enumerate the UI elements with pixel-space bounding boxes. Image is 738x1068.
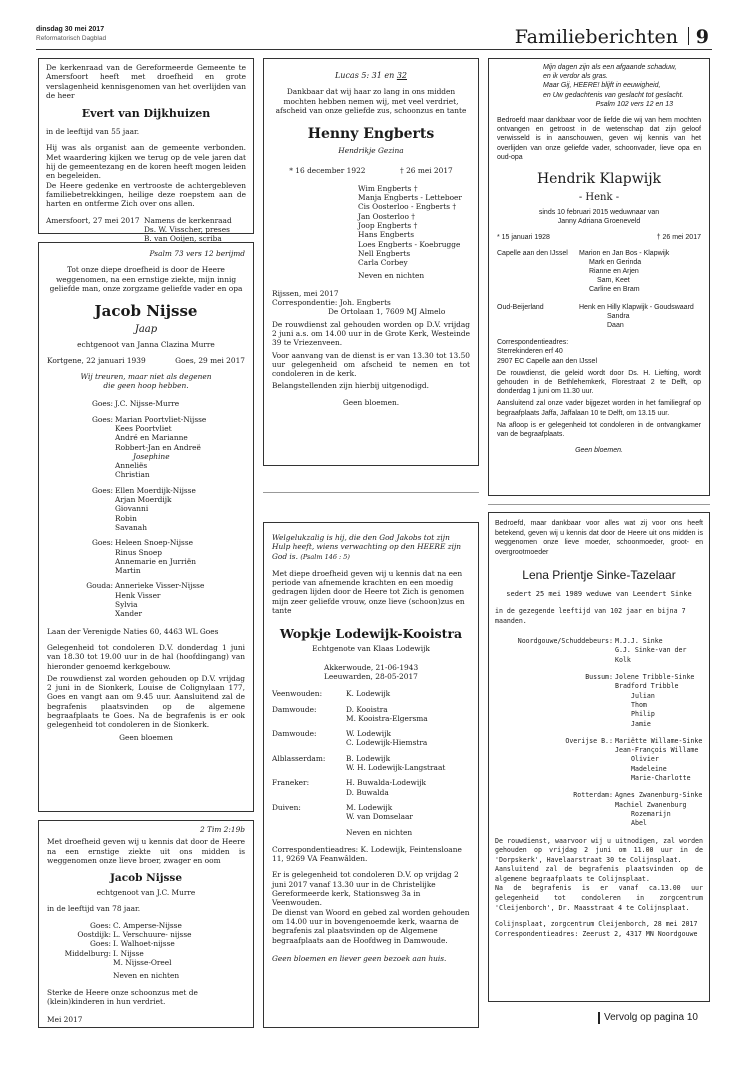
notice-intro: Met droefheid geven wij u kennis dat door de Heere na een ernstige ziekte uit ons midden is weggenomen onze lieve broer, zwager en oom (47, 837, 245, 865)
paragraph: Hij was als organist aan de gemeente verbonden. Met waardering kijken we terug op de vele jaren dat hij de gemeentezang en de koren heeft mogen leiden en begeleiden. (46, 143, 246, 181)
family-member: Kees Poortvliet (115, 423, 172, 433)
page-header (36, 26, 712, 50)
verse-reference (272, 71, 470, 80)
deceased-name: Hendrik Klapwijk (536, 171, 662, 188)
paragraph: De rouwdienst zal gehouden worden op D.V. vrijdag 2 juni a.s. om 14.00 uur in de Grote Kerk, Westeinde 39 te Vriezenveen. (272, 319, 470, 348)
family-member: Neven en nichten (346, 827, 413, 837)
notice-intro: Met diepe droefheid geven wij u kennis dat na een periode van afnemende krachten en een moedig gedragen lijden door de Heere tot Zich is genomen mijn zeer geliefde vrouw, onze lieve (schoon)zus en tante (272, 568, 465, 616)
verse-text-underlined: 32 (396, 71, 408, 80)
closing-text: Sterke de Heere onze schoonzus met de (klein)kinderen in hun verdriet. (47, 987, 198, 1006)
verse-reference: 2 Tim 2:19b (199, 825, 245, 834)
family-group (61, 581, 245, 618)
family-place: Franeker: (272, 778, 310, 788)
signature-line: B. van Ooijen, scriba (144, 234, 222, 244)
family-list (272, 184, 470, 281)
family-member: André en Marianne (115, 433, 188, 443)
family-place: Rotterdam: (573, 791, 613, 800)
correspondence: Correspondentieadres: Zeerust 2, 4317 MN Noordgouwe (495, 929, 698, 938)
family-member: Mariëtte Willame-Sinke (615, 736, 703, 745)
deceased-name: Henny Engberts (307, 126, 435, 143)
given-names: Hendrikje Gezina (338, 146, 404, 156)
notice-jacob-nijsse-family (38, 820, 254, 1028)
extended-family: Neven en nichten (113, 971, 180, 981)
family-member: G.J. Sinke-van der Kolk (615, 646, 687, 664)
family-member: Rinus Snoep (115, 547, 162, 557)
family-member: K. Lodewijk (346, 689, 391, 699)
paragraph: De rouwdienst, waarvoor wij u uitnodigen, zal worden gehouden op vrijdag 2 juni om 11.00 uur in de 'Dorpskerk', Havelaarstraat 30 te Colijnsplaat. (495, 836, 703, 864)
nickname: - Henk - (578, 192, 620, 204)
family-member: Carline en Bram (589, 286, 640, 294)
family-member: Manja Engberts - Letteboer (358, 193, 462, 203)
correspondence: Correspondentieadres: K. Lodewijk, Feintensloane 11, 9269 VA Feanwâlden. (272, 844, 462, 864)
widower-line: sinds 10 februari 2015 weduwnaar van (538, 209, 660, 217)
birth-line: * 16 december 1922 (289, 166, 366, 176)
flowers-note: Geen bloemen. (575, 447, 623, 455)
family-member: M. Kooistra-Elgersma (346, 713, 428, 723)
flowers-note: Geen bloemen (119, 732, 173, 742)
family-place: Oud-Beijerland (497, 303, 544, 311)
family-group (61, 399, 245, 408)
family-member: Julian (631, 691, 655, 700)
notice-intro: Dankbaar dat wij haar zo lang in ons midden mochten hebben nemen wij, met veel verdriet, afscheid van onze geliefde zus, schoonzus en tante (275, 87, 467, 115)
family-member: Sandra (607, 312, 630, 320)
family-group (497, 249, 701, 295)
notice-intro: De kerkenraad van de Gereformeerde Gemeente te Amersfoort heeft met droefheid en grote verslagenheid kennisgenomen van het overlijden van de heer (46, 63, 246, 100)
psalm-verse (497, 63, 701, 100)
family-member: Mark en Gerinda (589, 258, 642, 266)
family-member: Daan (607, 322, 624, 330)
spouse-line: Echtgenote van Klaas Lodewijk (312, 644, 430, 654)
verse-line: en Uw gedachtenis van geslacht tot geslacht. (543, 91, 684, 99)
family-member: H. Buwalda-Lodewijk (346, 778, 426, 788)
correspondence-address: Sterrekinderen erf 40 (497, 348, 563, 356)
family-member: B. Lodewijk (346, 753, 391, 763)
family-member: Henk en Hilly Klapwijk - Goudswaard (579, 303, 694, 311)
verse-reference: Psalm 102 vers 12 en 13 (595, 100, 673, 108)
death-line: † 26 mei 2017 (656, 234, 701, 242)
header-divider (688, 27, 689, 45)
family-member: Olivier (631, 755, 659, 764)
family-group (272, 689, 470, 837)
family-member: Annemarie en Jurriën (115, 556, 197, 566)
family-member: C. Lodewijk-Hiemstra (346, 738, 428, 748)
paragraph: Belangstellenden zijn hierbij uitgenodigd. (272, 381, 430, 391)
notice-intro: Tot onze diepe droefheid is door de Heere weggenomen, na een ernstige ziekte, mijn innig geliefde man, onze zorgzame geliefde vader en opa (49, 265, 243, 293)
deceased-name: Jacob Nijsse (94, 302, 198, 321)
paragraph: Na afloop is er gelegenheid tot condoleren in de ontvangkamer van de begraafplaats. (497, 421, 701, 439)
family-member: Jolene Tribble-Sinke (615, 673, 695, 682)
age-line: in de leeftijd van 55 jaar. (46, 127, 140, 137)
family-member: Xander (115, 609, 143, 619)
home-address: Laan der Verenigde Naties 60, 4463 WL Goes (47, 626, 219, 636)
notice-intro: Bedroefd, maar dankbaar voor alles wat zij voor ons heeft betekend, geven wij u kennis dat door de Heere uit ons midden is weggenomen onze lieve moeder, schoonmoeder, groot- en overgrootmoeder (495, 520, 703, 556)
nickname: Jaap (134, 324, 158, 336)
family-member: J.C. Nijsse-Murre (115, 399, 180, 409)
family-member: W. Lodewijk (346, 729, 391, 739)
family-place: Goes: (89, 920, 111, 930)
family-member: Machiel Zwanenburg (615, 800, 687, 809)
family-member: Bradford Tribble (615, 682, 679, 691)
correspondence: Correspondentieadres: (497, 339, 569, 347)
place-date: Colijnsplaat, zorgcentrum Cleijenborch, 28 mei 2017 (495, 920, 698, 929)
birth-line: Kortgene, 22 januari 1939 (47, 356, 146, 366)
family-member: Jan Oosterloo † (358, 211, 415, 221)
family-member: Jamie (631, 719, 651, 728)
family-member: Madeleine (631, 764, 667, 773)
family-member: Giovanni (115, 504, 149, 514)
family-member: Henk Visser (115, 590, 161, 600)
family-member: D. Kooistra (346, 704, 388, 714)
family-member: Robin (115, 513, 137, 523)
notice-lena-prientje-sinke-tazelaar (488, 512, 710, 1002)
family-place: Damwoude: (272, 704, 317, 714)
place-date: Amersfoort, 27 mei 2017 (46, 215, 140, 225)
birth-line: * 15 januari 1928 (497, 234, 550, 242)
paragraph: Aansluitend zal onze vader bijgezet worden in het familiegraf op begraafplaats Jaffa, Jaffalaan 10 te Delft, om 13.15 uur. (497, 400, 701, 417)
continued-on-next-page[interactable]: Vervolg op pagina 10 (598, 1012, 698, 1024)
family-member: Christian (115, 470, 150, 480)
notice-evert-van-dijkhuizen (38, 58, 254, 244)
place-date: Rijssen, mei 2017 (272, 288, 339, 298)
family-member: Nell Engberts (358, 248, 411, 258)
family-place: Goes: (89, 939, 111, 949)
correspondence-address: De Ortolaan 1, 7609 MJ Almelo (328, 307, 446, 317)
late-spouse: Janny Adriana Groeneveld (557, 218, 641, 226)
death-line: Leeuwarden, 28-05-2017 (324, 671, 418, 681)
paragraph: De rouwdienst, die geleid wordt door Ds. H. Liefting, wordt gehouden in de Bethlehemkerk, Florestraat 2 te Delft, op donderdag 1 juni om 11.30 uur. (497, 369, 701, 396)
family-member: C. Amperse-Nijsse (113, 920, 182, 930)
birth-line: Akkerwoude, 21-06-1943 (324, 662, 419, 672)
section-title: Familieberichten (514, 26, 678, 48)
deceased-name: Wopkje Lodewijk-Kooistra (279, 626, 463, 642)
family-member: M. Nijsse-Oreel (113, 957, 172, 967)
psalm-reference: Psalm 73 vers 12 berijmd (149, 249, 245, 258)
family-member: Arjan Moerdijk (115, 495, 172, 505)
family-member: Marian Poortvliet-Nijsse (115, 414, 207, 424)
family-place: Bussum: (585, 673, 613, 682)
notice-jacob-nijsse (38, 242, 254, 812)
column-separator (263, 492, 479, 493)
family-member: Sylvia (115, 600, 138, 610)
family-member: Rozemarijn (631, 809, 671, 818)
family-member: Rianne en Arjen (589, 268, 639, 276)
family-member: Marie-Charlotte (631, 774, 691, 783)
family-member: Robbert-Jan en Andreë (115, 442, 201, 452)
family-place: Oostdijk: (77, 930, 111, 940)
family-member: M. Lodewijk (346, 802, 393, 812)
family-member: Loes Engberts - Koebrugge (358, 239, 461, 249)
issue-date: dinsdag 30 mei 2017 (36, 26, 105, 33)
death-line: † 26 mei 2017 (400, 166, 453, 176)
family-member: Philip (631, 710, 655, 719)
paragraph: Gelegenheid tot condoleren D.V. donderdag 1 juni van 18.30 tot 19.00 uur in de hal (hoofdingang) van hieronder genoemd kerkgebouw. (47, 642, 245, 671)
family-member: Sam, Keet (597, 277, 630, 285)
deceased-name: Jacob Nijsse (109, 872, 183, 885)
signature-line: Namens de kerkenraad (144, 215, 232, 225)
correspondence-address: 2907 EC Capelle aan den IJssel (497, 357, 598, 365)
deceased-name: Evert van Dijkhuizen (81, 107, 211, 121)
family-place: Middelburg: (64, 948, 111, 958)
age-line: in de leeftijd van 78 jaar. (47, 904, 141, 914)
family-member: Ellen Moerdijk-Nijsse (115, 485, 196, 495)
deceased-name: Lena Prientje Sinke-Tazelaar (522, 568, 676, 583)
family-place: Damwoude: (272, 729, 317, 739)
flowers-note: Geen bloemen en liever geen bezoek aan huis. (272, 953, 447, 963)
paragraph: Er is gelegenheid tot condoleren D.V. op vrijdag 2 juni 2017 vanaf 13.30 uur in de Christelijke Gereformeerde kerk, Stationsweg 3a in Veenwouden. (272, 870, 459, 908)
family-group (47, 921, 245, 967)
verse-text: Welgelukzalig is hij, die den God Jakobs tot zijn Hulp heeft, wiens verwachting op den HEERE zijn God is. (272, 533, 462, 561)
family-member: Hans Engberts (358, 230, 415, 240)
family-member: W. van Domselaar (346, 812, 413, 822)
family-member: Thom (631, 700, 647, 709)
family-member: Marion en Jan Bos - Klapwijk (579, 249, 670, 257)
flowers-note: Geen bloemen. (342, 397, 400, 407)
family-member: Agnes Zwanenburg-Sinke (615, 791, 703, 800)
paragraph: Na de begrafenis is er vanaf ca.13.00 uur gelegenheid tot condoleren in zorgcentrum 'Cleijenborch', Dr. Maasstraat 4 te Colijnsplaat. (495, 884, 703, 912)
family-member: Carla Corbey (358, 258, 408, 268)
family-place: Duiven: (272, 802, 301, 812)
signature-line: Ds. W. Visscher, preses (144, 224, 230, 234)
verse-text: Lucas 5: 31 en (334, 71, 397, 80)
verse-line: Maar Gij, HEERE! blijft in eeuwigheid, (543, 82, 661, 90)
page-number: 9 (695, 26, 709, 48)
family-place: Overijse B.: (565, 736, 613, 745)
verse-reference: (Psalm 146 : 5) (300, 552, 350, 561)
family-group (61, 538, 245, 575)
notice-intro: Bedroefd maar dankbaar voor de liefde die wij van hem mochten ontvangen en getroost in de wetenschap dat zijn geloof verwisseld is in aanschouwen, geven wij kennis van het overlijden van onze geliefde vader, schoonvader, lieve opa en oud-opa (497, 117, 701, 161)
family-member: Savanah (115, 522, 147, 532)
paragraph: De Heere gedenke en vertrooste de achtergebleven familiebetrekkingen, heilige deze roepstem aan de harten en ontferme Zich over ons allen. (46, 180, 246, 209)
verse-line: en ik verdor als gras. (543, 73, 608, 81)
age-line: in de gezegende leeftijd van 102 jaar en bijna 7 maanden. (495, 606, 686, 625)
family-member: Martin (115, 566, 141, 576)
family-member: Abel (631, 819, 647, 828)
family-member: Joop Engberts † (358, 220, 418, 230)
death-line: Goes, 29 mei 2017 (175, 356, 245, 366)
bible-verse (272, 533, 470, 562)
family-group (61, 415, 245, 480)
family-place: Goes: (91, 414, 113, 424)
family-member: Neven en nichten (358, 271, 425, 281)
family-place: Noordgouwe/Schuddebeurs: (517, 637, 613, 646)
family-member: L. Verschuure- nijsse (113, 930, 192, 940)
family-member: Cis Oosterloo - Engberts † (358, 202, 457, 212)
spouse-line: echtgenoot van J.C. Murre (96, 888, 196, 898)
family-member: Anneliës (115, 461, 148, 471)
family-member: I. Nijsse (113, 948, 144, 958)
paragraph: Aansluitend zal de begrafenis plaatsvinden op de algemene begraafplaats te Colijnsplaat. (495, 865, 703, 883)
family-member: Heleen Snoep-Nijsse (115, 538, 193, 548)
spouse-line: echtgenoot van Janna Clazina Murre (77, 340, 215, 350)
family-member: W. H. Lodewijk-Langstraat (346, 763, 446, 773)
paragraph: Voor aanvang van de dienst is er van 13.30 tot 13.50 uur gelegenheid om afscheid te nemen en tot condoleren in de kerk. (272, 350, 470, 379)
correspondence: Correspondentie: Joh. Engberts (272, 298, 391, 308)
family-member: M.J.J. Sinke (615, 637, 663, 646)
family-member: Josephine (133, 451, 170, 461)
family-place: Goes: (91, 399, 113, 409)
family-member: I. Walhoet-nijsse (113, 939, 175, 949)
family-place: Capelle aan den IJssel (497, 249, 568, 257)
bible-verse: Wij treuren, maar niet als degenen die geen hoop hebben. (80, 371, 212, 391)
notice-wopkje-lodewijk-kooistra (263, 522, 479, 1028)
notice-date: Mei 2017 (47, 1015, 83, 1025)
family-member: D. Buwalda (346, 787, 389, 797)
family-place: Gouda: (86, 581, 113, 591)
notice-henny-engberts (263, 58, 479, 466)
family-member: Wim Engberts † (358, 183, 418, 193)
notice-hendrik-klapwijk (488, 58, 710, 496)
family-member: Jean-François Willame (615, 746, 699, 755)
family-group (495, 637, 703, 828)
family-group (497, 303, 701, 331)
paragraph: De dienst van Woord en gebed zal worden gehouden om 14.00 uur in bovengenoemde kerk, waarna de begrafenis zal plaatsvinden op de Algemene begraafplaats aan de Hoofdweg in Damwoude. (272, 907, 470, 945)
newspaper-name: Reformatorisch Dagblad (36, 35, 107, 42)
column-separator (488, 504, 710, 505)
family-member: Anneriekе Visser-Nijsse (115, 581, 205, 591)
verse-line: Mijn dagen zijn als een afgaande schaduw, (543, 64, 677, 71)
family-place: Alblasserdam: (272, 753, 326, 763)
family-group (61, 486, 245, 532)
paragraph: De rouwdienst zal worden gehouden op D.V. vrijdag 2 juni in de Sionkerk, Louise de Colignylaan 177, Goes en vangt aan om 9.45 uur. Aansluitend zal de begrafenis plaatsvinden op de algemene begraafplaats te Goes. Na de begrafenis is er ook gelegenheid tot condoleren in de Sionkerk. (47, 673, 245, 730)
family-place: Veenwouden: (272, 689, 323, 699)
family-place: Goes: (91, 485, 113, 495)
widow-line: sedert 25 mei 1989 weduwe van Leendert Sinke (506, 590, 692, 599)
family-place: Goes: (91, 538, 113, 548)
